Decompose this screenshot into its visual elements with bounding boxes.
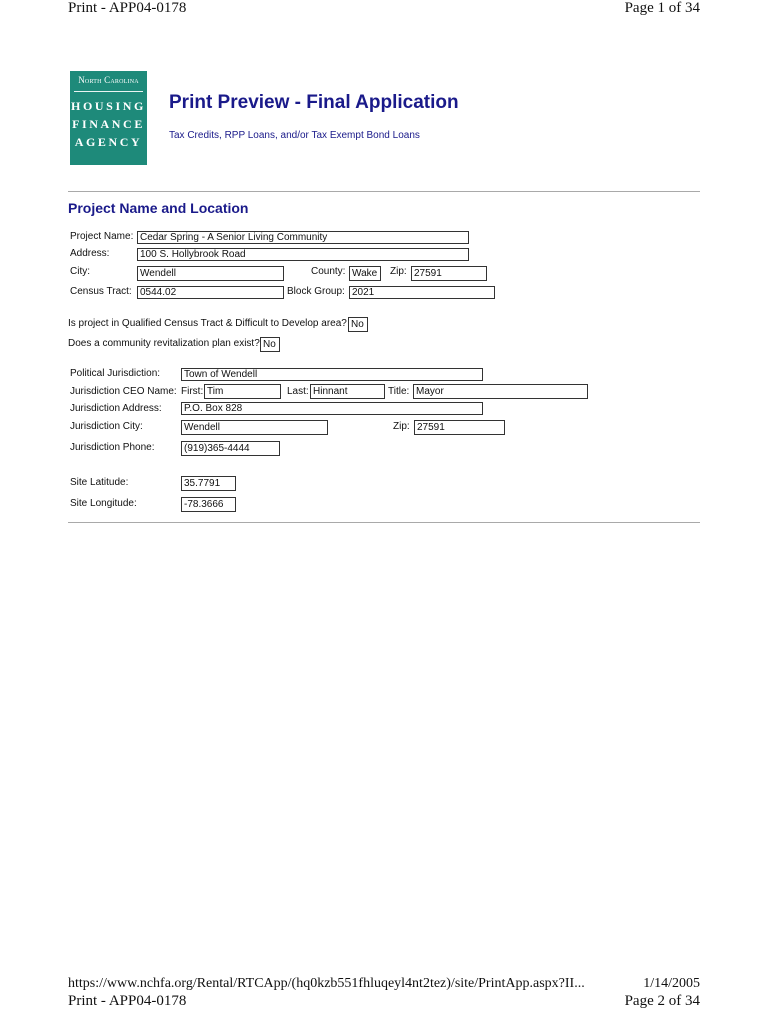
zip-field: 27591	[411, 266, 487, 281]
site-longitude-label: Site Longitude:	[70, 498, 137, 509]
political-jurisdiction-field: Town of Wendell	[181, 368, 483, 381]
top-divider	[68, 191, 700, 192]
census-tract-field: 0544.02	[137, 286, 284, 299]
jurisdiction-zip-label: Zip:	[393, 421, 410, 432]
logo-housing-text: HOUSING	[71, 99, 146, 113]
ceo-title-field: Mayor	[413, 384, 588, 399]
logo-agency-text: AGENCY	[74, 135, 143, 149]
revitalization-question: Does a community revitalization plan exist?	[68, 338, 260, 349]
jurisdiction-address-label: Jurisdiction Address:	[70, 403, 162, 414]
address-field: 100 S. Hollybrook Road	[137, 248, 469, 261]
print-url: https://www.nchfa.org/Rental/RTCApp/(hq0kzb551fhluqeyl4nt2tez)/site/PrintApp.aspx?II...	[68, 976, 585, 991]
section-title: Project Name and Location	[68, 200, 249, 216]
ceo-first-label: First:	[181, 386, 204, 397]
qct-question: Is project in Qualified Census Tract & Difficult to Develop area?	[68, 318, 347, 329]
jurisdiction-city-label: Jurisdiction City:	[70, 421, 143, 432]
jurisdiction-phone-label: Jurisdiction Phone:	[70, 442, 155, 453]
qct-answer: No	[348, 317, 368, 332]
census-tract-label: Census Tract:	[70, 286, 132, 297]
block-group-label: Block Group:	[287, 286, 345, 297]
project-name-field: Cedar Spring - A Senior Living Community	[137, 231, 469, 244]
ceo-last-label: Last:	[287, 386, 309, 397]
jurisdiction-phone-field: (919)365-4444	[181, 441, 280, 456]
jurisdiction-address-field: P.O. Box 828	[181, 402, 483, 415]
nchfa-logo	[70, 71, 147, 165]
county-label: County:	[311, 266, 346, 277]
logo-state-text: North Carolina	[78, 75, 139, 85]
logo-finance-text: FINANCE	[72, 117, 145, 131]
site-longitude-field: -78.3666	[181, 497, 236, 512]
print-header-title: Print - APP04-0178	[68, 0, 187, 16]
city-label: City:	[70, 266, 90, 277]
next-page-header-title: Print - APP04-0178	[68, 993, 187, 1009]
jurisdiction-zip-field: 27591	[414, 420, 505, 435]
political-jurisdiction-label: Political Jurisdiction:	[70, 368, 161, 379]
project-name-label: Project Name:	[70, 231, 134, 242]
ceo-name-label: Jurisdiction CEO Name:	[70, 386, 177, 397]
address-label: Address:	[70, 248, 110, 259]
city-field: Wendell	[137, 266, 284, 281]
bottom-divider	[68, 522, 700, 523]
zip-label: Zip:	[390, 266, 407, 277]
next-page-number: Page 2 of 34	[624, 993, 700, 1009]
logo-divider	[74, 91, 143, 92]
block-group-field: 2021	[349, 286, 495, 299]
page-number: Page 1 of 34	[624, 0, 700, 16]
ceo-last-field: Hinnant	[310, 384, 385, 399]
county-field: Wake	[349, 266, 381, 281]
site-latitude-label: Site Latitude:	[70, 477, 129, 488]
jurisdiction-city-field: Wendell	[181, 420, 328, 435]
revitalization-answer: No	[260, 337, 280, 352]
site-latitude-field: 35.7791	[181, 476, 236, 491]
ceo-first-field: Tim	[204, 384, 281, 399]
page-title: Print Preview - Final Application	[169, 92, 459, 113]
print-date: 1/14/2005	[643, 976, 700, 991]
ceo-title-label: Title:	[388, 386, 410, 397]
page-subtitle: Tax Credits, RPP Loans, and/or Tax Exempt Bond Loans	[169, 130, 420, 141]
